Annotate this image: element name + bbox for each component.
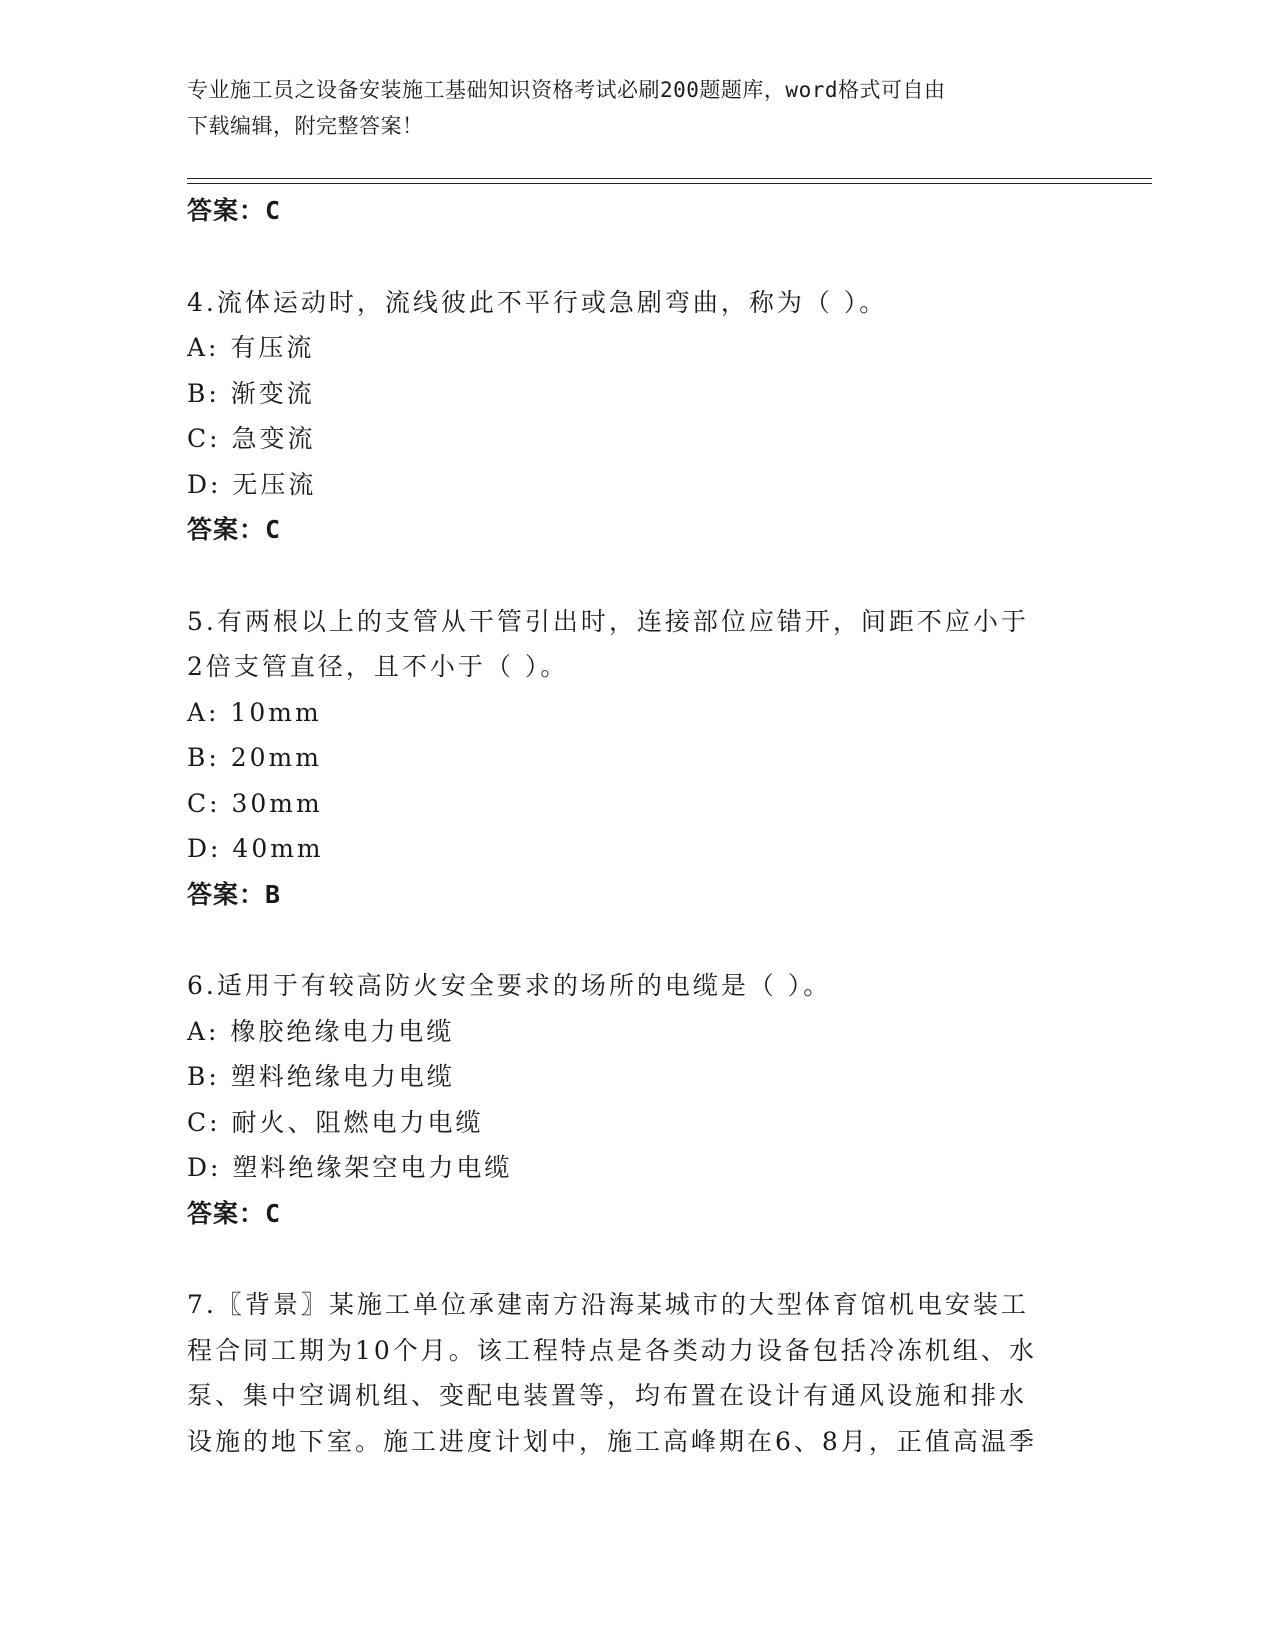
question-block-7 [187,1282,1087,1464]
option-c: C: 耐火、阻燃电力电缆 [187,1107,484,1137]
option-d: D: 塑料绝缘架空电力电缆 [187,1153,513,1182]
spacer [187,917,1087,963]
question-text: 5.有两根以上的支管从干管引出时，连接部位应错开，间距不应小于 [187,606,1029,636]
option-d: D: 40mm [187,834,324,863]
question-text: 4.流体运动时，流线彼此不平行或急剧弯曲，称为（ ）。 [187,287,888,317]
option-d: D: 无压流 [187,469,317,499]
spacer [187,234,1087,280]
document-header [187,72,1087,144]
answer-line: 答案：C [187,1198,282,1228]
header-line-1: 专业施工员之设备安装施工基础知识资格考试必刷200题题库，word格式可自由 [187,78,946,102]
spacer [187,1236,1087,1282]
option-c: C: 30mm [187,788,323,818]
question-text: 程合同工期为10个月。该工程特点是各类动力设备包括冷冻机组、水 [187,1335,1037,1365]
question-text: 泵、集中空调机组、变配电装置等，均布置在设计有通风设施和排水 [187,1381,1028,1410]
header-divider-thin [187,178,1152,179]
option-c: C: 急变流 [187,424,316,453]
header-line-2: 下载编辑，附完整答案！ [187,114,424,138]
option-a: A: 10mm [187,697,322,727]
question-block-4 [187,280,1087,553]
answer-line: 答案：B [187,879,282,909]
answer-line: 答案：C [187,196,282,225]
option-a: A: 橡胶绝缘电力电缆 [187,1016,455,1046]
option-a: A: 有压流 [187,333,315,362]
question-block-6 [187,963,1087,1236]
question-text: 7.〖背景〗某施工单位承建南方沿海某城市的大型体育馆机电安装工 [187,1290,1029,1319]
header-divider-thick [187,183,1152,184]
document-body [187,188,1087,1464]
question-text: 6.适用于有较高防火安全要求的场所的电缆是（ ）。 [187,971,832,1000]
answer-line: 答案：C [187,515,282,544]
spacer [187,553,1087,599]
option-b: B: 渐变流 [187,378,315,408]
option-b: B: 塑料绝缘电力电缆 [187,1062,455,1091]
option-b: B: 20mm [187,743,322,772]
question-text: 设施的地下室。施工进度计划中，施工高峰期在6、8月，正值高温季 [187,1426,1037,1456]
question-block-5 [187,599,1087,918]
question-text: 2倍支管直径，且不小于（ ）。 [187,652,569,681]
